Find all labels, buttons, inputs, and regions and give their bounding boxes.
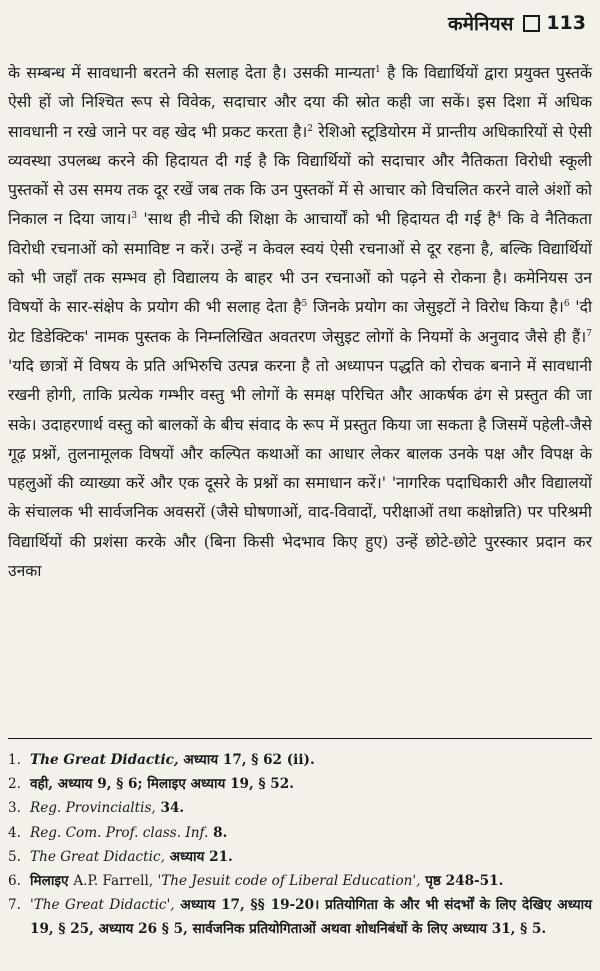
footnote-source: Reg. Provincialtis, (30, 800, 156, 817)
footnote-text: 34. (155, 800, 185, 817)
text-span: 'साथ ही नीचे की शिक्षा के आचार्यों को भी हिदायत दी गई है (137, 209, 496, 229)
footnote-author: A.P. Farrell, (73, 873, 158, 890)
footnote-source: The Great Didactic, (30, 848, 165, 865)
footnote-ref: 4 (495, 211, 502, 222)
footnote-text: पृष्ठ 248-51. (420, 873, 504, 890)
footnote-ref: 5 (301, 299, 308, 310)
text-span: के सम्बन्ध में सावधानी बरतने की सलाह देता है। उसकी मान्यता (8, 63, 375, 82)
footnote-ref: 7 (586, 328, 592, 339)
running-header (448, 10, 586, 36)
footnote-divider (8, 738, 592, 739)
footnote (8, 772, 592, 796)
footnote-number: 5. (8, 848, 21, 865)
footnote-number: 3. (8, 800, 21, 817)
footnote-text: 8. (208, 824, 228, 841)
footnotes (8, 748, 592, 942)
footnote-ref: 3 (131, 211, 138, 222)
text-span: कि वे नैतिकता विरोधी रचनाओं को समाविष्ट न करें। उन्हें न केवल स्वयं ऐसी रचनाओं से दूर रहना है, बल्कि विद्यार्थियों को भी जहाँ तक सम्भव हो विद्यालय के बाहर भी उन रचनाओं को पढ़ने से रोकना है। कमेनियस उन विषयों के सार-संक्षेप के प्रयोग की भी सलाह देता है (8, 209, 592, 317)
footnote-text: अध्याय 17, § 62 (ii). (178, 752, 315, 768)
footnote-text: अध्याय 21. (164, 848, 233, 865)
footnote-source: 'The Jesuit code of Liberal Education', (157, 873, 421, 890)
footnote-text: अध्याय 17, §§ 19-20। प्रतियोगिता के और भी संदर्भों के लिए देखिए अध्याय 19, § 25, अध्याय 26 § 5, सार्वजनिक प्रतियोगिताओं अथवा शोधनिबंधों के लिए अध्याय 31, § 5. (30, 897, 592, 938)
footnote-number: 2. (8, 776, 21, 793)
footnote-source: The Great Didactic, (30, 752, 179, 768)
text-span: है कि विद्यार्थियों द्वारा प्रयुक्त पुस्तकें ऐसी हों जो निश्चित रूप से विवेक, सदाचार और दया की स्रोत कही जा सकें। इस दिशा में अधिक सावधानी न रखे जाने पर वह खेद भी प्रकट करता है। (8, 63, 593, 141)
footnote-source: Reg. Com. Prof. class. Inf. (30, 824, 209, 841)
header-title: कमेनियस (448, 13, 514, 35)
footnote-text: मिलाइए (30, 873, 74, 890)
paragraph (8, 58, 592, 585)
text-span: जिनके प्रयोग का जेसुइटों ने विरोध किया है। (307, 297, 564, 317)
footnote-text: वही, अध्याय 9, § 6; मिलाइए अध्याय 19, § 52. (30, 776, 294, 793)
footnote (8, 845, 592, 869)
footnote (8, 796, 592, 820)
footnote-ref: 2 (307, 123, 314, 134)
footnote (8, 748, 592, 772)
footnote-number: 1. (8, 752, 21, 768)
footnote-number: 7. (8, 897, 21, 914)
footnote (8, 821, 592, 845)
footnote-ref: 1 (375, 64, 381, 75)
footnote (8, 869, 592, 893)
footnote-source: 'The Great Didactic', (30, 897, 175, 914)
footnote-ref: 6 (563, 299, 570, 310)
footnote (8, 893, 592, 941)
square-box-icon (523, 15, 540, 32)
text-span: 'दी ग्रेट डिडेक्टिक' नामक पुस्तक के निम्नलिखित अवतरण जेसुइट लोगों के नियमों के अनुवाद जैसे ही हैं। (8, 297, 593, 346)
footnote-number: 4. (8, 824, 21, 841)
page-number: 113 (546, 12, 586, 34)
main-text (8, 58, 592, 585)
text-span: 'यदि छात्रों में विषय के प्रति अभिरुचि उत्पन्न करना है तो अध्यापन पद्धति को रोचक बनाने में सावधानी रखनी होगी, ताकि प्रत्येक गम्भीर वस्तु भी लोगों के समक्ष परिचित और आकर्षक ढंग से प्रस्तुत की जा सके। उदाहरणार्थ वस्तु को बालकों के बीच संवाद के रूप में प्रस्तुत किया जा सकता है जिसमें पहेली-जैसे गूढ़ प्रश्नों, तुलनामूलक विषयों और कल्पित कथाओं का आधार लेकर बालक उनके पक्ष और विपक्ष के पहलुओं की व्याख्या करें और एक दूसरे के प्रश्नों का समाधान करें।' 'नागरिक पदाधिकारी और विद्यालयों के संचालक भी सार्वजनिक अवसरों (जैसे घोषणाओं, वाद-विवादों, परीक्षाओं तथा कक्षोन्नति) पर परिश्रमी विद्यार्थियों की प्रशंसा करके और (बिना किसी भेदभाव किए हुए) उन्हें छोटे-छोटे पुरस्कार प्रदान कर उनका (8, 355, 592, 581)
footnote-number: 6. (8, 873, 21, 890)
text-span: रेशिओ स्टूडियोरम में प्रान्तीय अधिकारियों से ऐसी व्यवस्था उपलब्ध करने की हिदायत दी गई है कि विद्यार्थियों को सदाचार और नैतिकता विरोधी स्कूली पुस्तकों से उस समय तक दूर रखें जब तक कि उन पुस्तकों में से आचार को विचलित करने वाले अंशों को निकाल न दिया जाय। (8, 121, 593, 229)
